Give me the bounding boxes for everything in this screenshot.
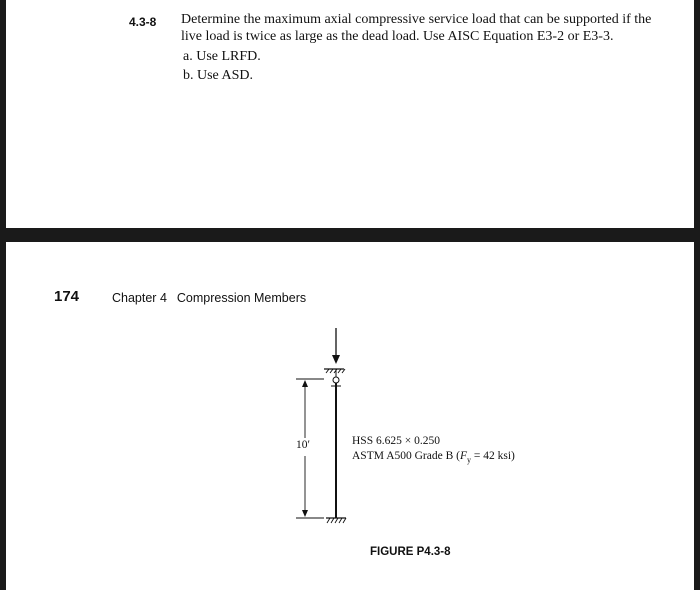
problem-statement-line-1: Determine the maximum axial compressive service load that can be supported if the bbox=[181, 12, 652, 27]
top-pin-support-icon bbox=[324, 369, 345, 386]
problem-part-a: a. Use LRFD. bbox=[183, 49, 261, 64]
length-label: 10′ bbox=[296, 439, 311, 451]
problem-part-b: b. Use ASD. bbox=[183, 68, 254, 83]
material-label bbox=[352, 450, 515, 464]
problem-page-top bbox=[6, 0, 694, 228]
column-figure bbox=[6, 242, 694, 590]
axial-load-arrow-icon bbox=[332, 328, 340, 364]
chapter-title: Compression Members bbox=[176, 291, 307, 305]
problem-number: 4.3-8 bbox=[129, 15, 157, 29]
page-number: 174 bbox=[54, 288, 80, 305]
fy-symbol: F bbox=[459, 450, 467, 462]
fy-subscript: y bbox=[467, 455, 471, 465]
textbook-page-bottom bbox=[6, 242, 694, 590]
member-size-label: HSS 6.625 × 0.250 bbox=[352, 435, 440, 447]
material-prefix: ASTM A500 Grade B ( bbox=[352, 450, 460, 462]
figure-caption: FIGURE P4.3-8 bbox=[370, 546, 451, 558]
problem-statement-line-2: live load is twice as large as the dead load. Use AISC Equation E3-2 or E3-3. bbox=[181, 29, 614, 44]
bottom-pin-support-icon bbox=[326, 518, 346, 523]
fy-value: = 42 ksi) bbox=[471, 450, 515, 462]
chapter-label: Chapter 4 bbox=[112, 291, 167, 305]
